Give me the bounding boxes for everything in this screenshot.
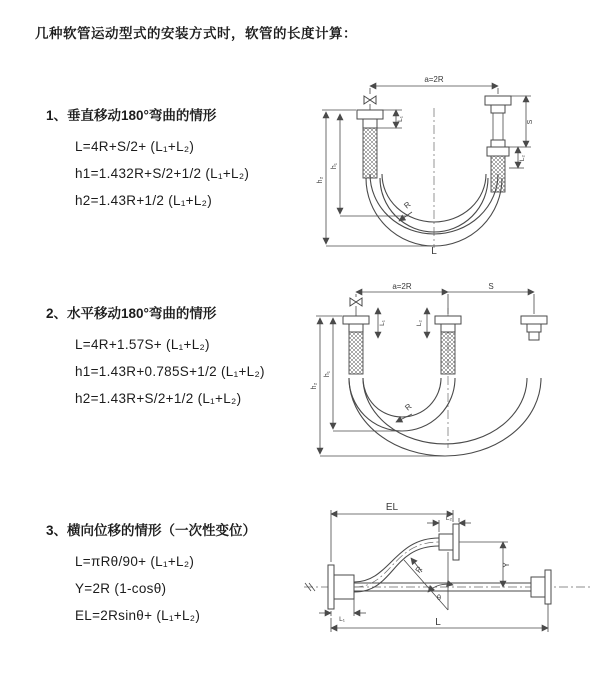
hub-right [529, 332, 539, 340]
dim-label-r: R [402, 199, 413, 211]
formula-y: Y=2R (1-cosθ) [75, 581, 167, 596]
flange-right [521, 316, 547, 324]
formula-l: L=4R+S/2+ (L₁+L₂) [75, 139, 195, 154]
dim-label-span: a=2R [424, 75, 444, 84]
braid-section-left [349, 332, 363, 374]
dim-label-theta: θ [436, 593, 442, 602]
formula-el: EL=2Rsinθ+ (L₁+L₂) [75, 608, 201, 623]
hose-inner-wall-moved [363, 378, 527, 444]
valve-icon [350, 298, 362, 306]
dim-label-h2: h₂ [317, 176, 324, 184]
formula-h1: h1=1.43R+0.785S+1/2 (L₁+L₂) [75, 364, 265, 379]
flange-displaced [439, 534, 453, 550]
section-1-heading: 1、垂直移动180°弯曲的情形 [46, 108, 217, 123]
dim-label-s: S [527, 119, 534, 125]
dim-label-l2: L₂ [445, 515, 453, 522]
page-title: 几种软管运动型式的安装方式时，软管的长度计算： [35, 26, 357, 41]
dim-label-l: L [435, 617, 441, 628]
vertical-bend-diagram [312, 70, 597, 255]
dim-label-l1: L₁ [339, 616, 345, 623]
lateral-displacement-diagram [298, 492, 598, 652]
formula-l: L=4R+1.57S+ (L₁+L₂) [75, 337, 210, 352]
section-2-heading: 2、水平移动180°弯曲的情形 [46, 306, 217, 321]
braid-section-left [363, 128, 377, 178]
flange-right [531, 577, 545, 597]
dim-label-h1: h₁ [324, 370, 331, 378]
flange-left [357, 110, 383, 119]
dim-label-l1: L₁ [397, 116, 404, 122]
flange-middle [435, 316, 461, 324]
hose-outer-wall [349, 378, 455, 431]
dim-label-s: S [488, 282, 494, 291]
flange-right-upper [485, 96, 511, 105]
formula-h1: h1=1.432R+S/2+1/2 (L₁+L₂) [75, 166, 250, 181]
dim-label-h2: h₂ [311, 382, 318, 390]
dim-label-l2: L₂ [519, 154, 526, 162]
dim-label-r: R [403, 401, 414, 413]
flange-right-lower [491, 140, 505, 147]
formula-l: L=πRθ/90+ (L₁+L₂) [75, 554, 195, 569]
formula-h2: h2=1.43R+1/2 (L₁+L₂) [75, 193, 213, 208]
dim-label-span: a=2R [392, 282, 412, 291]
dim-label-h1: h₁ [331, 162, 338, 170]
braid-section-right [491, 156, 505, 192]
dim-label-y: Y [502, 562, 511, 568]
horizontal-bend-diagram [306, 278, 596, 463]
formula-h2: h2=1.43R+S/2+1/2 (L₁+L₂) [75, 391, 242, 406]
dim-label-l2: L₂ [416, 319, 423, 327]
section-3-heading: 3、横向位移的情形（一次性变位） [46, 523, 257, 538]
flange-left [343, 316, 369, 324]
section-3 [46, 519, 326, 629]
flange-left [328, 565, 334, 609]
dim-label-l: L [431, 246, 437, 255]
section-1 [46, 104, 326, 214]
braid-section-middle [441, 332, 455, 374]
valve-icon [364, 96, 376, 104]
dim-label-r: R [413, 564, 425, 575]
hose-curve-top [354, 538, 439, 582]
dim-label-l1: L₁ [379, 320, 386, 326]
dim-label-el: EL [385, 502, 399, 513]
section-2 [46, 302, 326, 412]
